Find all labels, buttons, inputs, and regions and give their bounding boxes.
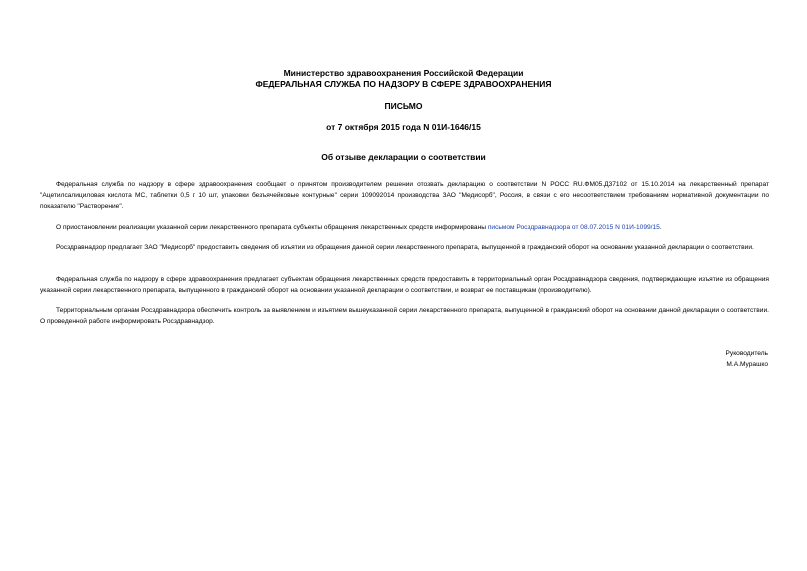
paragraph-3: Росздравнадзор предлагает ЗАО "Медисорб" предоставить сведения об изъятии из обращения данной серии лекарственного препарата, выпущенной в гражданский оборот на основании указанной декларации о соответствии. [56,244,754,251]
paragraph-5: Территориальным органам Росздравнадзора обеспечить контроль за выявлением и изъятием вышеуказанной серии лекарственного препарата, выпущенной в гражданский оборот на основании данной декларации о соответствии. О проведенной работе информировать Росздравнадзор. [40,307,769,325]
document-type: ПИСЬМО [384,101,423,111]
ministry-name: Министерство здравоохранения Российской Федерации [283,68,524,78]
document-date-number: от 7 октября 2015 года N 01И-1646/15 [326,122,481,132]
paragraph-1: Федеральная служба по надзору в сфере здравоохранения сообщает о принятом производителем решении отозвать декларацию о соответствии N РОСС RU.ФМ05.Д37102 от 15.10.2014 на лекарственный препарат "Ацетилсалициловая кислота МС, таблетки 0,5 г 10 шт, упаковки безъячейковые контурные" серии 109092014 производства ЗАО "Медисорб", Россия, в связи с его несоответствием требованиям нормативной документации по показателю "Растворение". [40,181,769,210]
paragraph-2-text: О приостановлении реализации указанной серии лекарственного препарата субъекты обращения лекарственных средств информированы [56,224,488,231]
letter-reference-link[interactable]: письмом Росздравнадзора от 08.07.2015 N 01И-1099/15 [487,224,660,231]
paragraph-2-end: . [659,224,662,231]
signature-block [726,348,768,370]
service-name: ФЕДЕРАЛЬНАЯ СЛУЖБА ПО НАДЗОРУ В СФЕРЕ ЗДРАВООХРАНЕНИЯ [255,79,552,89]
signatory-title: Руководитель [725,350,768,357]
signatory-name: М.А.Мурашко [726,361,768,368]
paragraph-4: Федеральная служба по надзору в сфере здравоохранения предлагает субъектам обращения лекарственных средств предоставить в территориальный орган Росздравнадзора сведения, подтверждающие изъятие из обращения указанной серии лекарственного препарата, выпущенного в гражданский оборот на основании указанной декларации о соответствии, и возврат ее поставщикам (производителю). [40,276,769,294]
document-subject: Об отзыве декларации о соответствии [321,152,486,162]
paragraph-2 [40,223,769,234]
